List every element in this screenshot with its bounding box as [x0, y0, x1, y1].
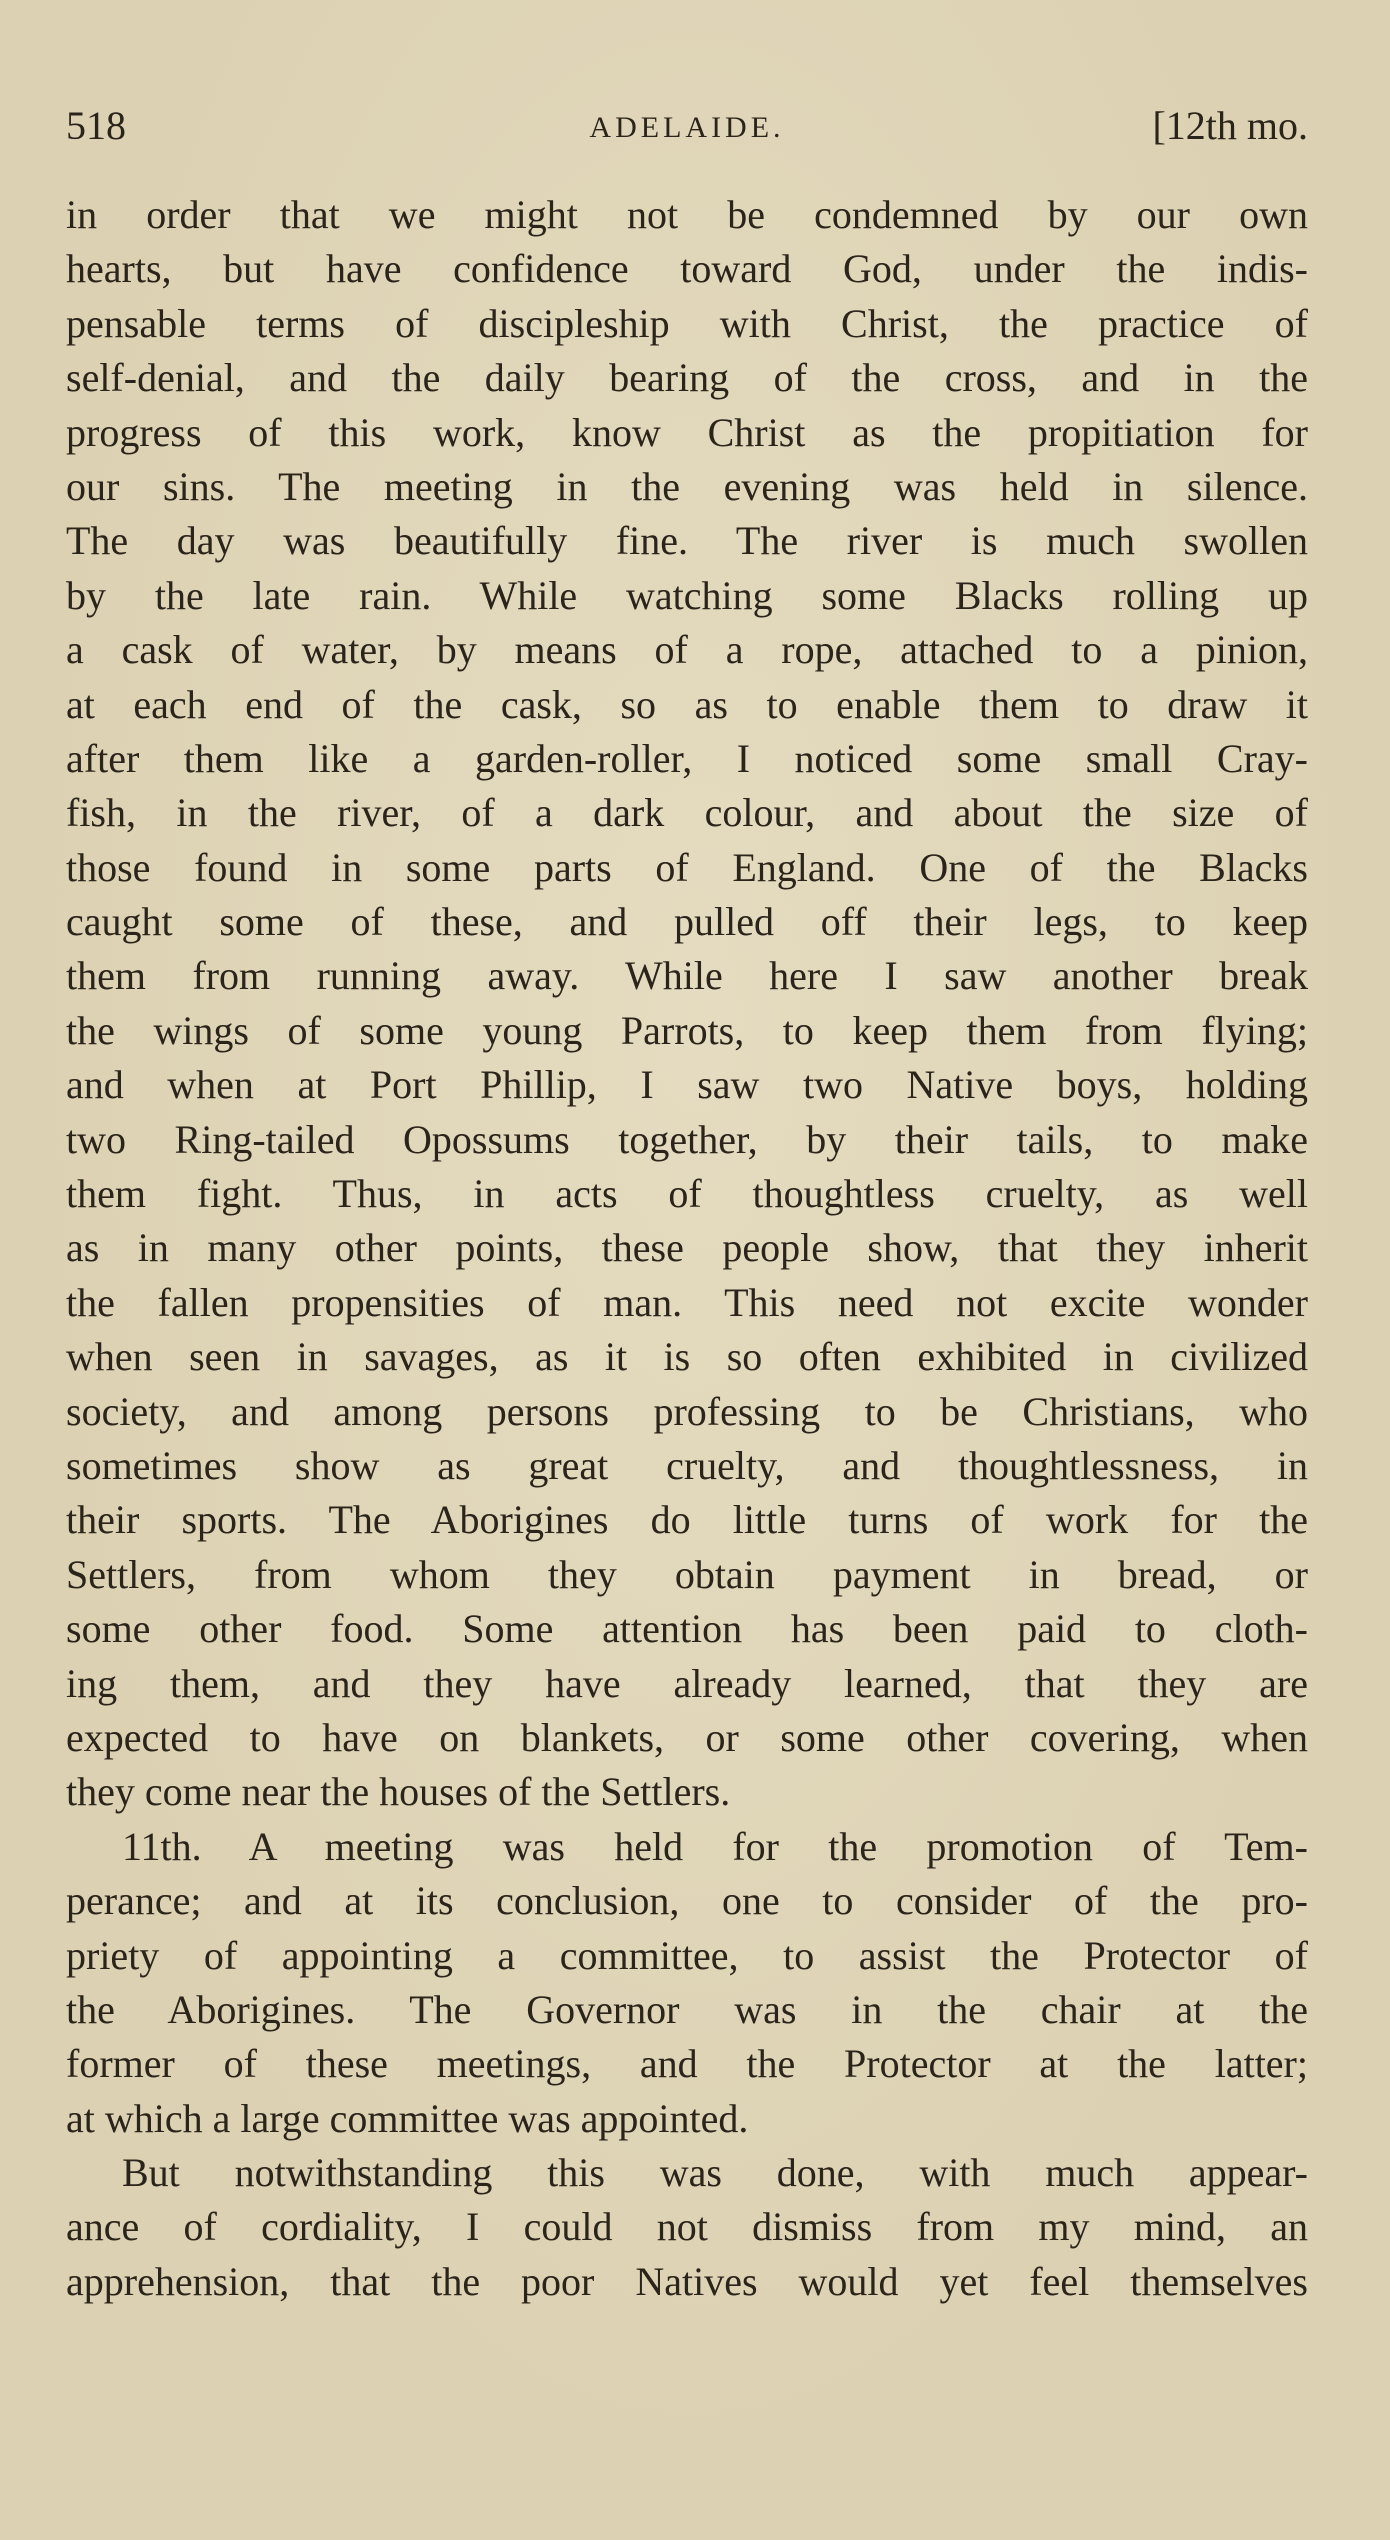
text-line: two Ring-tailed Opossums together, by their tails, to make — [66, 1116, 1308, 1162]
text-line: and when at Port Phillip, I saw two Native boys, holding — [66, 1062, 1308, 1108]
text-line: ing them, and they have already learned, that they are — [66, 1660, 1308, 1706]
text-line: pensable terms of discipleship with Christ, the practice of — [66, 300, 1308, 346]
text-line: progress of this work, know Christ as the propitiation for — [66, 409, 1308, 455]
text-line: after them like a garden-roller, I noticed some small Cray- — [66, 735, 1308, 781]
body-text — [66, 188, 1308, 2309]
text-line: But notwithstanding this was done, with much appear- — [122, 2150, 1308, 2196]
text-line: expected to have on blankets, or some other covering, when — [66, 1714, 1308, 1760]
text-line: them fight. Thus, in acts of thoughtless cruelty, as well — [66, 1171, 1308, 1217]
text-line: fish, in the river, of a dark colour, and about the size of — [66, 790, 1308, 836]
text-line: apprehension, that the poor Natives would yet feel themselves — [66, 2258, 1308, 2304]
text-line: them from running away. While here I saw another break — [66, 953, 1308, 999]
text-line: the Aborigines. The Governor was in the chair at the — [66, 1986, 1308, 2032]
text-line: those found in some parts of England. One of the Blacks — [66, 844, 1308, 890]
text-line: hearts, but have confidence toward God, under the indis- — [66, 246, 1308, 292]
text-line: the wings of some young Parrots, to keep them from flying; — [66, 1007, 1308, 1053]
text-line: former of these meetings, and the Protector at the latter; — [66, 2041, 1308, 2087]
text-line: as in many other points, these people show, that they inherit — [66, 1225, 1308, 1271]
text-line: at each end of the cask, so as to enable them to draw it — [66, 681, 1308, 727]
text-line: in order that we might not be condemned by our own — [66, 192, 1308, 237]
text-line: perance; and at its conclusion, one to consider of the pro- — [66, 1878, 1308, 1924]
text-line: some other food. Some attention has been paid to cloth- — [66, 1606, 1308, 1652]
text-line: ance of cordiality, I could not dismiss from my mind, an — [66, 2204, 1308, 2250]
text-line: our sins. The meeting in the evening was held in silence. — [66, 463, 1308, 509]
text-line: when seen in savages, as it is so often exhibited in civilized — [66, 1334, 1308, 1380]
running-header — [66, 96, 1308, 156]
text-line: they come near the houses of the Settlers. — [66, 1769, 731, 1815]
text-line: The day was beautifully fine. The river is much swollen — [66, 518, 1308, 564]
text-line: society, and among persons professing to be Christians, who — [66, 1388, 1308, 1434]
text-line: 11th. A meeting was held for the promotion of Tem- — [122, 1823, 1308, 1869]
text-line: at which a large committee was appointed. — [66, 2095, 749, 2141]
text-line: a cask of water, by means of a rope, attached to a pinion, — [66, 627, 1308, 673]
text-line: by the late rain. While watching some Blacks rolling up — [66, 572, 1308, 618]
text-line: sometimes show as great cruelty, and thoughtlessness, in — [66, 1442, 1308, 1488]
page-number: 518 — [66, 103, 126, 148]
running-date: [12th mo. — [1152, 103, 1308, 148]
text-line: caught some of these, and pulled off their legs, to keep — [66, 899, 1308, 945]
text-line: self-denial, and the daily bearing of the cross, and in the — [66, 355, 1308, 401]
running-title: ADELAIDE. — [589, 111, 785, 144]
text-line: priety of appointing a committee, to assist the Protector of — [66, 1932, 1308, 1978]
text-line: their sports. The Aborigines do little turns of work for the — [66, 1497, 1308, 1543]
text-line: Settlers, from whom they obtain payment in bread, or — [66, 1551, 1308, 1597]
text-line: the fallen propensities of man. This need not excite wonder — [66, 1279, 1308, 1325]
